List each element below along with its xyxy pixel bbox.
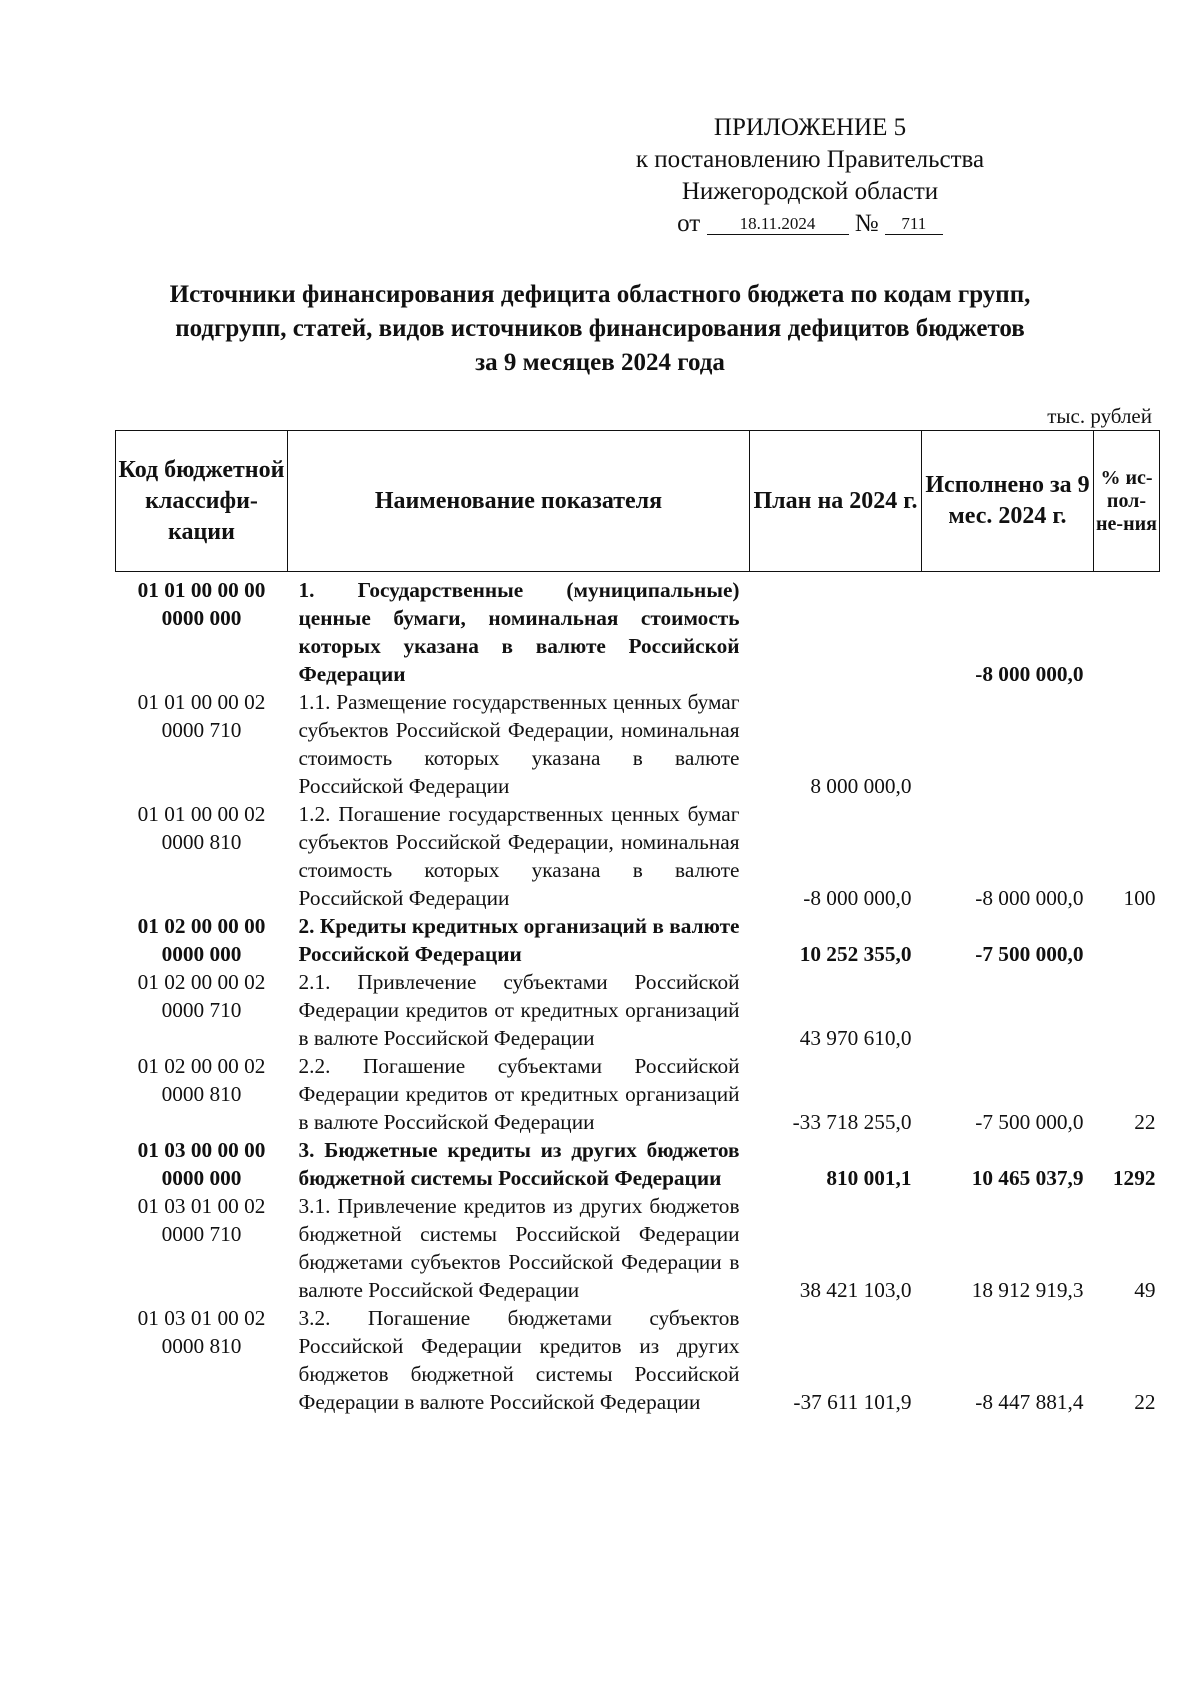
- row-code: 01 02 00 00 02 0000 810: [137, 1054, 266, 1106]
- row-percent: 1292: [1112, 1166, 1156, 1190]
- table-row: [116, 1304, 1160, 1416]
- units-label: тыс. рублей: [1047, 404, 1152, 428]
- row-executed: 10 465 037,9: [971, 1166, 1084, 1190]
- row-plan: 10 252 355,0: [799, 942, 912, 966]
- row-name: 1. Государственные (муниципальные) ценные бумаги, номинальная стоимость которых указана в валюте Российской Федерации: [298, 578, 740, 686]
- row-plan: -37 611 101,9: [793, 1390, 912, 1414]
- table-header: [116, 431, 1160, 572]
- row-percent: [1094, 912, 1160, 968]
- resolution-number: 711: [885, 214, 943, 235]
- row-executed: 18 912 919,3: [971, 1278, 1084, 1302]
- row-code: 01 02 00 00 00 0000 000: [137, 914, 266, 966]
- row-plan: 43 970 610,0: [799, 1026, 912, 1050]
- row-name: 3.1. Привлечение кредитов из других бюджетов бюджетной системы Российской Федерации бюджетами субъектов Российской Федерации в валюте Российской Федерации: [298, 1194, 740, 1302]
- table-row: [116, 688, 1160, 800]
- appendix-resolution: к постановлению Правительства: [635, 146, 985, 173]
- row-name: 3.2. Погашение бюджетами субъектов Российской Федерации кредитов из других бюджетов бюджетной системы Российской Федерации в валюте Российской Федерации: [298, 1306, 740, 1414]
- document-title: [60, 278, 1140, 380]
- row-name: 1.2. Погашение государственных ценных бумаг субъектов Российской Федерации, номинальная стоимость которых указана в валюте Российской Федерации: [298, 802, 740, 910]
- header-executed: Исполнено за 9 мес. 2024 г.: [922, 431, 1094, 572]
- row-code: 01 01 00 00 02 0000 810: [137, 802, 266, 854]
- financing-sources-table: [115, 430, 1160, 1416]
- row-name: 2. Кредиты кредитных организаций в валюте Российской Федерации: [298, 914, 740, 966]
- row-percent: 100: [1123, 886, 1156, 910]
- row-percent: [1094, 688, 1160, 800]
- row-code: 01 03 01 00 02 0000 710: [137, 1194, 266, 1246]
- header-code: Код бюджетной классифи-кации: [116, 431, 288, 572]
- header-name: Наименование показателя: [288, 431, 750, 572]
- table-body: [116, 572, 1160, 1417]
- row-executed: -7 500 000,0: [975, 942, 1084, 966]
- appendix-number: ПРИЛОЖЕНИЕ 5: [713, 114, 907, 141]
- row-percent: [1094, 572, 1160, 689]
- row-executed: -8 000 000,0: [975, 886, 1084, 910]
- number-sign: №: [854, 210, 879, 237]
- appendix-block: [600, 112, 1020, 240]
- row-code: 01 02 00 00 02 0000 710: [137, 970, 266, 1022]
- title-line-3: за 9 месяцев 2024 года: [475, 349, 725, 376]
- row-executed: [922, 688, 1094, 800]
- row-name: 1.1. Размещение государственных ценных бумаг субъектов Российской Федерации, номинальная стоимость которых указана в валюте Российской Федерации: [298, 690, 740, 798]
- row-code: 01 03 00 00 00 0000 000: [137, 1138, 266, 1190]
- table-row: [116, 572, 1160, 689]
- row-plan: -8 000 000,0: [803, 886, 912, 910]
- row-name: 3. Бюджетные кредиты из других бюджетов бюджетной системы Российской Федерации: [298, 1138, 740, 1190]
- row-executed: -8 447 881,4: [975, 1390, 1084, 1414]
- row-name: 2.1. Привлечение субъектами Российской Федерации кредитов от кредитных организаций в валюте Российской Федерации: [298, 970, 740, 1050]
- table-row: [116, 1192, 1160, 1304]
- header-row: [116, 431, 1160, 572]
- appendix-region: Нижегородской области: [681, 178, 939, 205]
- header-plan: План на 2024 г.: [750, 431, 922, 572]
- row-plan: -33 718 255,0: [792, 1110, 912, 1134]
- table-row: [116, 800, 1160, 912]
- row-code: 01 01 00 00 02 0000 710: [137, 690, 266, 742]
- row-percent: 22: [1134, 1390, 1156, 1414]
- from-label: от: [677, 210, 701, 237]
- table-row: [116, 1052, 1160, 1136]
- table-row: [116, 912, 1160, 968]
- row-executed: -8 000 000,0: [975, 662, 1084, 686]
- row-plan: 8 000 000,0: [810, 774, 912, 798]
- row-percent: 49: [1134, 1278, 1156, 1302]
- row-plan: [750, 572, 922, 689]
- title-line-2: подгрупп, статей, видов источников финансирования дефицитов бюджетов: [175, 315, 1025, 342]
- table-row: [116, 968, 1160, 1052]
- row-plan: 810 001,1: [826, 1166, 912, 1190]
- title-line-1: Источники финансирования дефицита областного бюджета по кодам групп,: [169, 281, 1031, 308]
- row-code: 01 01 00 00 00 0000 000: [137, 578, 266, 630]
- row-executed: -7 500 000,0: [975, 1110, 1084, 1134]
- table-row: [116, 1136, 1160, 1192]
- row-code: 01 03 01 00 02 0000 810: [137, 1306, 266, 1358]
- row-percent: 22: [1134, 1110, 1156, 1134]
- header-percent: % ис-пол-не-ния: [1094, 431, 1160, 572]
- row-plan: 38 421 103,0: [799, 1278, 912, 1302]
- row-percent: [1094, 968, 1160, 1052]
- resolution-date: 18.11.2024: [707, 214, 849, 235]
- appendix-date-line: [600, 208, 1020, 240]
- row-name: 2.2. Погашение субъектами Российской Федерации кредитов от кредитных организаций в валюте Российской Федерации: [298, 1054, 740, 1134]
- row-executed: [922, 968, 1094, 1052]
